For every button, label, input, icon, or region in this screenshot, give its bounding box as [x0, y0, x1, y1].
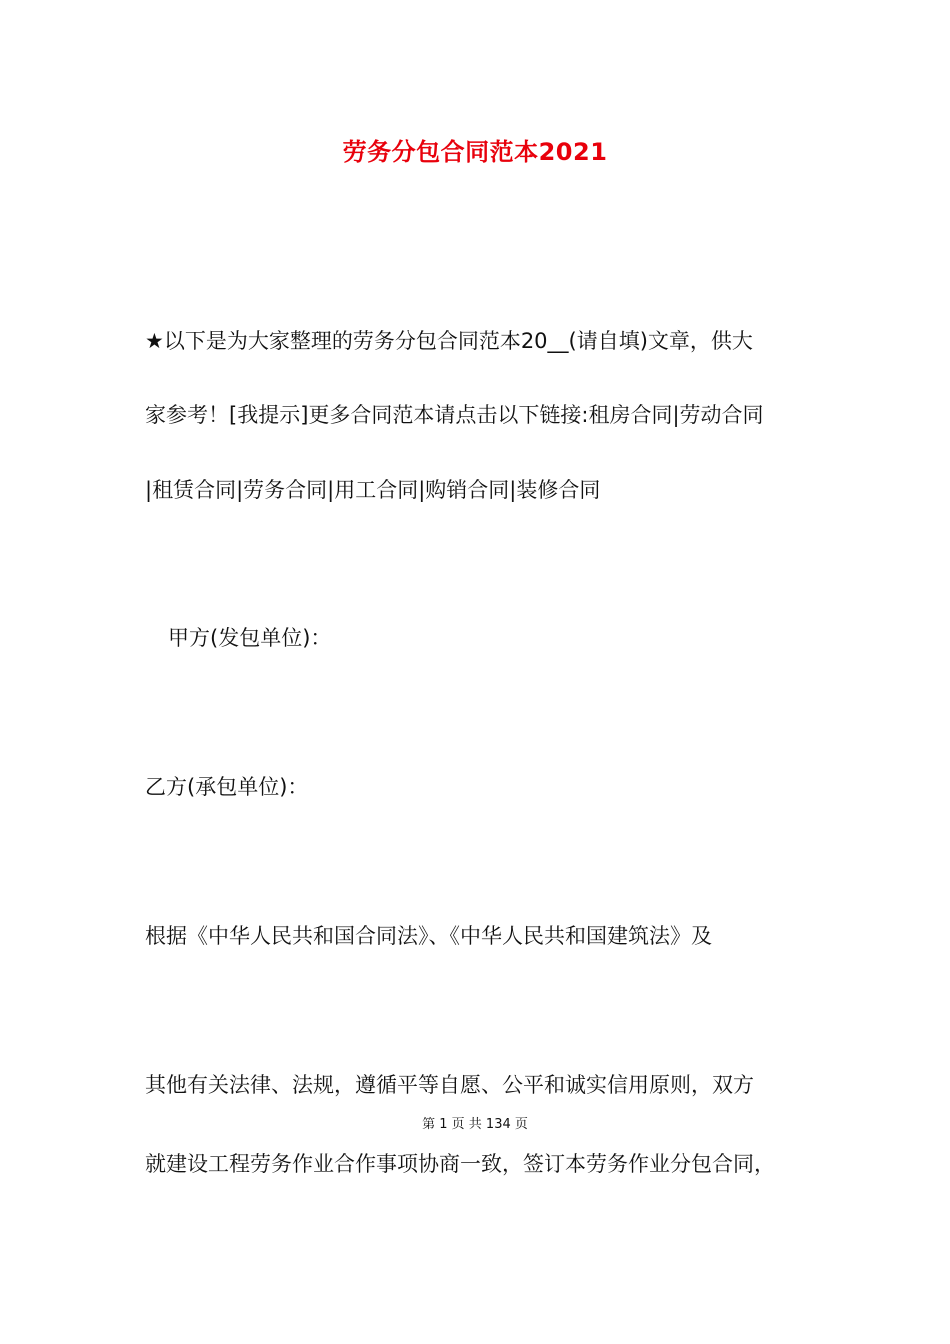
party-b-label: 乙方(承包单位)：	[145, 775, 309, 799]
body-line-1: 根据《中华人民共和国合同法》、《中华人民共和国建筑法》及	[145, 924, 712, 948]
body-line-3: 就建设工程劳务作业合作事项协商一致，签订本劳务作业分包合同，	[145, 1152, 775, 1176]
intro-line-2: 家参考！[我提示]更多合同范本请点击以下链接:租房合同|劳动合同	[145, 403, 764, 427]
intro-line-3: |租赁合同|劳务合同|用工合同|购销合同|装修合同	[145, 478, 601, 502]
document-title: 劳务分包合同范本2021	[342, 138, 608, 166]
page-footer: 第 1 页 共 134 页	[422, 1117, 528, 1132]
party-a-label: 甲方(发包单位)：	[168, 626, 332, 650]
intro-line-1: ★以下是为大家整理的劳务分包合同范本20__(请自填)文章，供大	[145, 329, 753, 353]
body-line-2: 其他有关法律、法规，遵循平等自愿、公平和诚实信用原则，双方	[145, 1073, 754, 1097]
